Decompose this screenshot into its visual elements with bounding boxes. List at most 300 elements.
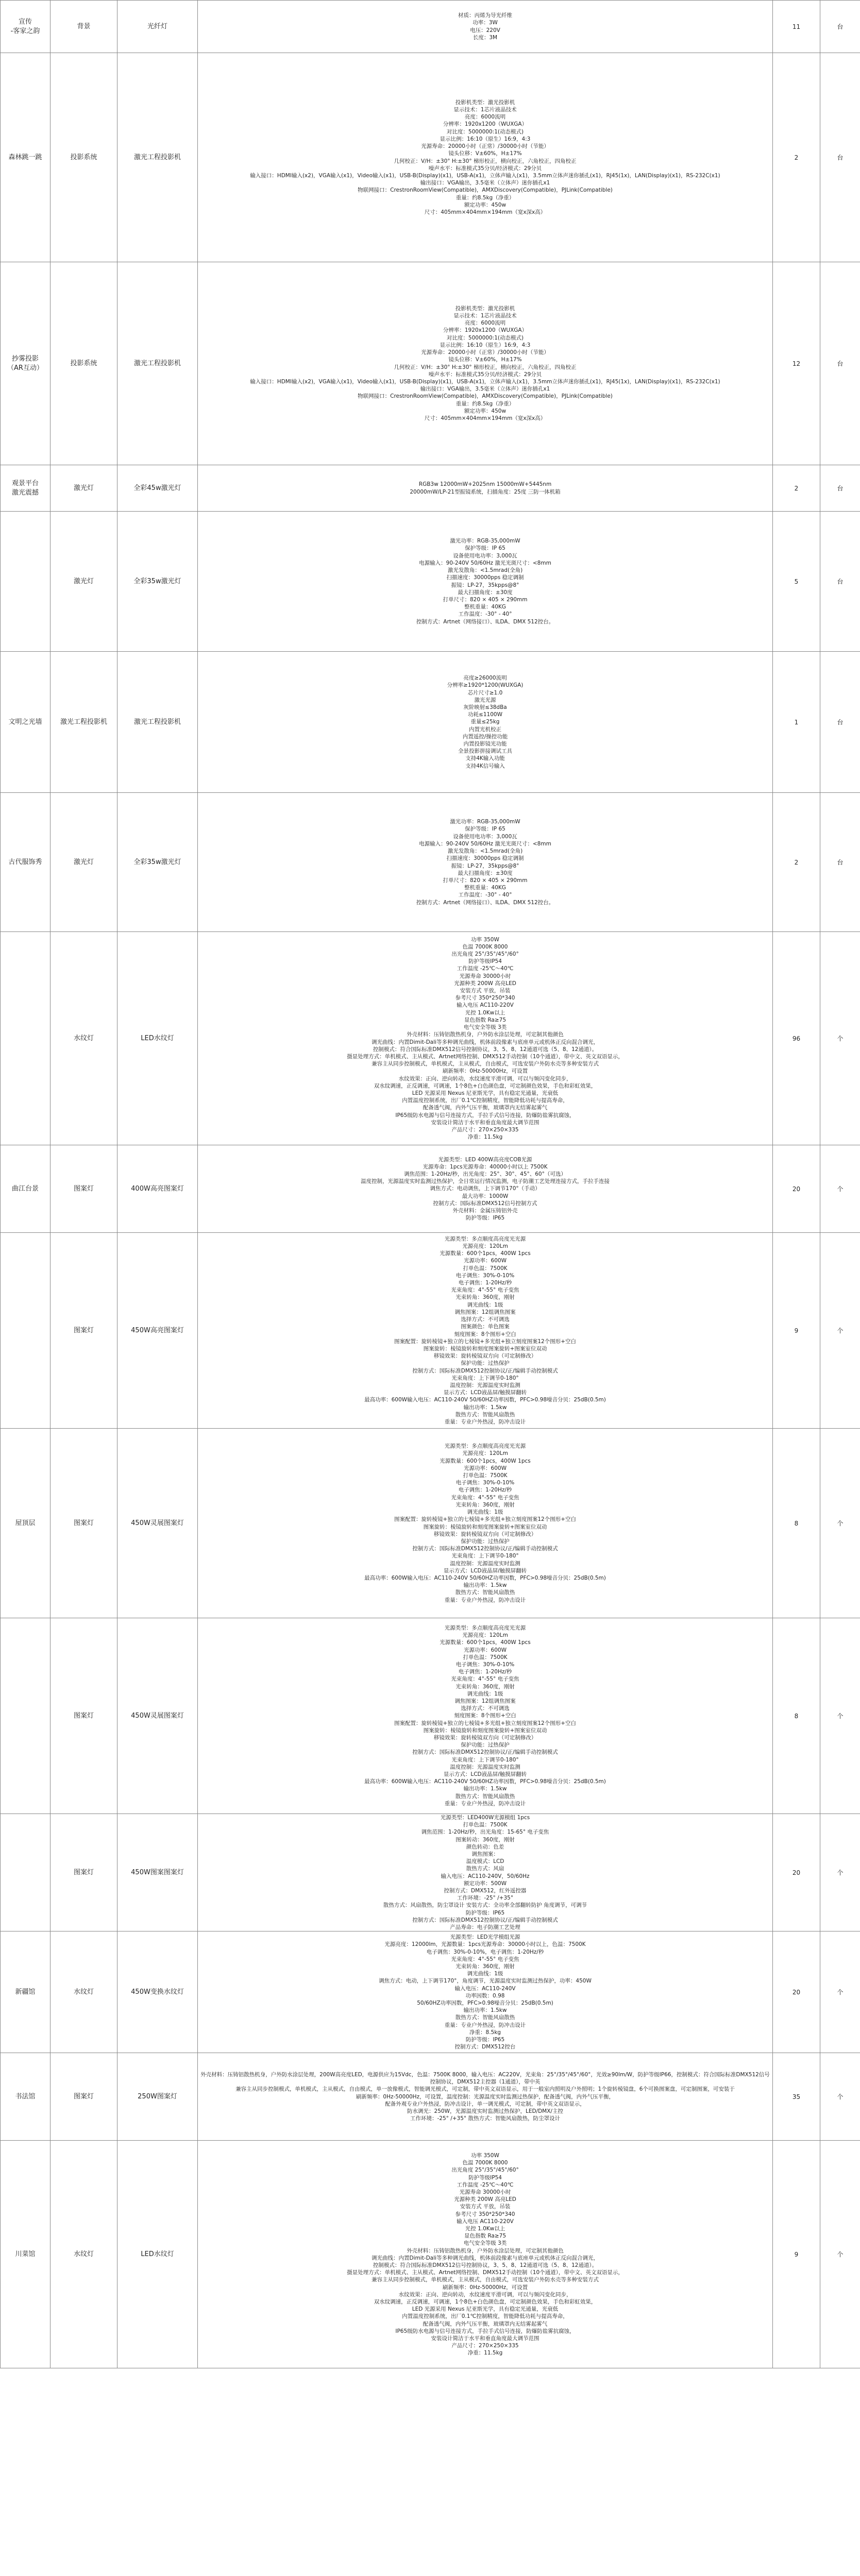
- name-cell: 投影系统: [50, 262, 117, 465]
- spec-line: 电子调焦：30%-0-10%，电子调焦：1-20Hz/秒: [426, 1948, 544, 1955]
- unit-cell: 台: [820, 1, 860, 53]
- spec-line: 全景投影拼接调试工具: [458, 748, 512, 755]
- spec-line: 刻度图案：8个图形+空白: [454, 1331, 516, 1337]
- spec-line: 外壳材料：压铸铝散热机身，户外防水涂层处理，可定制其他颜色: [407, 1031, 564, 1038]
- spec-line: 额定功率：500W: [464, 1880, 507, 1887]
- name-cell: 激光灯: [50, 465, 117, 512]
- spec-line: 分辨率：1920x1200（WUXGA）: [443, 121, 528, 128]
- table-row: [1, 1814, 860, 1931]
- name-cell: 图案灯: [50, 2053, 117, 2141]
- spec-line: 显示技术：1芯片液晶技术: [453, 107, 517, 113]
- spec-cell: [198, 932, 773, 1145]
- spec-line: 噪声水平：标准模式35分贝/经济模式：29分贝: [428, 371, 542, 378]
- spec-line: 输出功率：1.5kw: [463, 1786, 507, 1792]
- spec-line: 摄显处理方式：单机模式、主从模式、Artnet网络控制、DMX512手动控制（10个通道），带中文、英文双语显示，: [347, 2269, 623, 2276]
- name-cell: 投影系统: [50, 53, 117, 262]
- spec-line: 投影机类型：激光投影机: [455, 305, 515, 312]
- table-row: [1, 1233, 860, 1429]
- spec-line: 光控 1.0Kw以上: [465, 2225, 505, 2232]
- spec-line: 颜色转动：色差: [466, 1843, 504, 1850]
- spec-line: 输出接口：VGA输出，3.5毫米（立体声）迷你插孔x1: [420, 180, 550, 187]
- unit-cell: 个: [820, 2141, 860, 2368]
- spec-line: 调焦图案：: [471, 1851, 499, 1858]
- spec-line: 20000mW/LP-21型振镜系统，扫描角度：25度 三防一体机箱: [410, 488, 561, 495]
- spec-line: 最大扫描角度：±30度: [458, 870, 513, 876]
- spec-line: 光源类型：LED400W光源模组 1pcs: [440, 1815, 530, 1821]
- spec-line: 光源寿命：20000小时（正常）/30000小时（节能）: [421, 143, 549, 150]
- spec-line: 输入电压：AC110-240V: [454, 1985, 516, 1992]
- spec-line: 工作温度 -25℃～40℃: [457, 965, 514, 972]
- spec-line: 扫描速度：30000pps 稳定调制: [446, 574, 524, 581]
- spec-line: 图案转动：360度，刚射: [456, 1836, 515, 1843]
- name-cell: 背景: [50, 1, 117, 53]
- spec-line: 灰阶映射≤38dBa: [463, 704, 507, 710]
- table-row: [1, 932, 860, 1145]
- spec-cell: [198, 1145, 773, 1233]
- spec-line: 光源类型：LED光学模组光源: [450, 1934, 520, 1941]
- table-row: [1, 1145, 860, 1233]
- spec-cell: [198, 1931, 773, 2053]
- spec-line: 打单色温：7500K: [463, 1822, 508, 1828]
- spec-line: 刷新频率：0Hz-50000Hz，可设置: [442, 1068, 528, 1075]
- name-cell: 图案灯: [50, 1814, 117, 1931]
- spec-line: 功耗≤1100W: [468, 711, 502, 718]
- spec-line: 电压：220V: [470, 27, 500, 33]
- type-cell: 全彩35w激光灯: [117, 793, 198, 932]
- spec-line: 输入接口：HDMI输入(x2)，VGA输入(x1)，Video输入(x1)，USB-B(Display)(x1)，USB-A(x1)，立体声输入(x1)，3.5mm立体声迷你插孔(x1)，RJ45(1x)，LAN(Display)(x1)，RS-232C(x1): [250, 378, 720, 385]
- spec-line: 光束转角：360度，刚射: [456, 1501, 515, 1508]
- spec-line: 投影机类型：激光投影机: [455, 99, 515, 106]
- spec-line: 图案颜色：单色图案: [461, 1324, 510, 1330]
- area-cell: 屋顶层: [1, 1429, 50, 1618]
- spec-line: 几何校正：V/H：±30° H:±30° 梯形校正，横向校正，六角校正，四角校正: [394, 364, 577, 370]
- spec-line: 输出功率：1.5kw: [463, 1404, 507, 1411]
- spec-line: 净重：11.5kg: [467, 1134, 503, 1141]
- spec-line: 产品尺寸：270×250×335: [451, 2343, 519, 2349]
- spec-line: 刷新频率：0Hz-50000Hz，可设置，温度控制：光源温度实时监测过热保护，配备透气阀，内外气压平衡，: [356, 2093, 615, 2100]
- spec-line: 散热方式：风扇: [466, 1866, 504, 1872]
- name-cell: 水纹灯: [50, 2141, 117, 2368]
- spec-line: 功率：3W: [473, 20, 498, 26]
- spec-line: 激光发散角：<1.5mrad(全角): [447, 567, 523, 574]
- spec-line: 芯片尺寸≥1.0: [467, 689, 503, 696]
- unit-cell: 个: [820, 2053, 860, 2141]
- spec-line: 调光曲线：内置Dimit-Dali等多种调光曲线，机体前段像素与底座单元或机体正反向混合调光，: [372, 2255, 599, 2261]
- spec-line: 选择方式：不可调选: [461, 1705, 510, 1712]
- spec-line: 振镜：LP-27，35kpps@8°: [451, 862, 519, 869]
- spec-line: 对比度：5000000:1(动态模式): [446, 128, 524, 135]
- spec-line: 电子调焦：30%-0-10%: [456, 1272, 515, 1279]
- spec-line: 调焦范围：1-20Hz/秒，出光角度：15-65° 电子变焦: [421, 1829, 549, 1836]
- spec-line: 长度：3M: [473, 34, 498, 41]
- spec-line: 打单色温：7500K: [463, 1654, 508, 1660]
- quantity-cell: 2: [773, 53, 820, 262]
- area-cell: [1, 1233, 50, 1429]
- spec-line: 净重：11.5kg: [467, 2350, 503, 2357]
- name-cell: 激光工程投影机: [50, 652, 117, 793]
- spec-line: 输出功率：1.5kw: [463, 1582, 507, 1589]
- spec-cell: [198, 793, 773, 932]
- spec-line: 重量：专业户外热浸，防冲击设计: [444, 1418, 526, 1425]
- spec-line: 产品寿命：电子防潮工艺处理: [450, 1924, 520, 1931]
- spec-line: 电气安全等级 3类: [463, 2240, 507, 2247]
- spec-line: 保护等级：IP 65: [465, 826, 505, 833]
- name-cell: 水纹灯: [50, 1931, 117, 2053]
- quantity-cell: 2: [773, 793, 820, 932]
- type-cell: 全彩45w激光灯: [117, 465, 198, 512]
- name-cell: 图案灯: [50, 1145, 117, 1233]
- spec-line: 光源类型：多点顺度高亮度光光源: [444, 1443, 526, 1450]
- spec-line: 控制方式：DMX512，红外遥控器: [444, 1888, 527, 1894]
- area-cell: 新疆馆: [1, 1931, 50, 2053]
- spec-line: 光束转角：360度，刚射: [456, 1683, 515, 1690]
- area-cell: 森林跳一跳: [1, 53, 50, 262]
- table-row: [1, 2053, 860, 2141]
- area-cell: [1, 932, 50, 1145]
- spec-line: 光源亮度：12000lm，光源数量：1pcs光源寿命：30000小时以上，色温：7500K: [384, 1941, 586, 1948]
- spec-cell: [198, 1429, 773, 1618]
- spec-line: 重量：专业户外热浸，防冲击设计: [444, 2022, 526, 2028]
- spec-line: 安装设计简洁于水平和垂直角度最大调节范围: [431, 1119, 539, 1126]
- spec-line: 控制方式：国际标准DMX512控制协议/正/编辑手动控制模式: [412, 1367, 558, 1374]
- table-row: [1, 465, 860, 512]
- spec-line: 温度控制：光源温度实时监测: [450, 1382, 520, 1388]
- spec-line: 额定功率：450w: [464, 408, 507, 414]
- spec-line: 功率因数：0.98: [465, 1992, 505, 1999]
- unit-cell: 台: [820, 262, 860, 465]
- spec-line: 水纹效果：正向、逆向转动，水纹速度平滑可调，可以与频闪变化同步，: [398, 1075, 572, 1082]
- spec-line: 显色指数 Ra≥75: [464, 2233, 506, 2240]
- spec-line: 电气安全等级 3类: [463, 1024, 507, 1031]
- spec-line: 最高功率：600W输入电压：AC110-240V 50/60HZ功率因数，PFC>0.98噪音分贝：25dB(0.5m): [364, 1574, 606, 1581]
- spec-cell: [198, 262, 773, 465]
- spec-line: 打单尺寸：820 × 405 × 290mm: [443, 877, 528, 884]
- table-row: [1, 1618, 860, 1814]
- spec-line: 最高功率：600W输入电压：AC110-240V 50/60HZ功率因数，PFC>0.98噪音分贝：25dB(0.5m): [364, 1778, 606, 1785]
- table-row: [1, 1, 860, 53]
- spec-cell: [198, 53, 773, 262]
- spec-line: 光束转角：360度，刚射: [456, 1963, 515, 1970]
- table-row: [1, 1931, 860, 2053]
- spec-line: 内置遥控/操控功能: [462, 733, 508, 740]
- area-cell: 川菜馆: [1, 2141, 50, 2368]
- spec-line: 光束角度：上下调节0-180°: [451, 1553, 519, 1560]
- name-cell: 图案灯: [50, 1618, 117, 1814]
- unit-cell: 个: [820, 932, 860, 1145]
- spec-line: 保护等级：IP 65: [465, 545, 505, 552]
- spec-line: 打单色温：7500K: [463, 1265, 508, 1272]
- unit-cell: 台: [820, 512, 860, 652]
- spec-line: 兼容主从同步控制模式，单机模式，主从模式，自由模式，单一放像模式，智能调光模式，可定制，带中英文双语显示，用于一般室内照明及户外照明；1个旋转棱镜盘，6个可换图案盘，可定制图案，可安装于: [235, 2086, 735, 2093]
- type-cell: 激光工程投影机: [117, 53, 198, 262]
- quantity-cell: 12: [773, 262, 820, 465]
- type-cell: 激光工程投影机: [117, 652, 198, 793]
- quantity-cell: 1: [773, 652, 820, 793]
- spec-line: 工作温度：-30° - 40°: [458, 611, 512, 618]
- spec-line: 亮度：6000流明: [464, 320, 506, 327]
- quantity-cell: 9: [773, 1233, 820, 1429]
- spec-line: 光源寿命 30000小时: [459, 973, 511, 979]
- spec-line: 出光角度 25°/35°/45°/60°: [451, 951, 519, 958]
- spec-line: LED 光源采用 Nexus 尼亚斯光学，具有稳定光通量，光衰低: [412, 2306, 559, 2313]
- quantity-cell: 20: [773, 1814, 820, 1931]
- spec-line: 调光曲线：1级: [467, 1971, 503, 1977]
- spec-line: 水纹效果：正向、逆向转动，水纹速度平滑可调，可以与频闪变化同步，: [398, 2291, 572, 2298]
- spec-line: 图案旋转：棱镜旋转和刻度图案旋转+图案室位双动: [423, 1727, 547, 1734]
- table-row: [1, 262, 860, 465]
- spec-line: 振镜：LP-27，35kpps@8°: [451, 582, 519, 588]
- table-row: [1, 1429, 860, 1618]
- spec-line: 显示比例：16:10（原生）16:9，4:3: [440, 135, 531, 142]
- spec-line: 散热方式：风扇散热，防尘罩设计 安装方式：全功率全部翻转防护 角度调节，可调节: [383, 1902, 587, 1909]
- spec-line: 镜头位移：V±60%，H±17%: [448, 150, 522, 157]
- spec-line: 电源输入：90-240V 50/60Hz 激光光斑尺寸：<8mm: [419, 840, 551, 847]
- spec-line: 设备使用电功率：3,000瓦: [453, 833, 517, 840]
- area-cell: 宣传 -客家之韵: [1, 1, 50, 53]
- spec-line: 配备外观专业户外热浸，防冲击设计，单一调光模式，可定制，带中英文双语显示，: [385, 2100, 585, 2107]
- name-cell: 图案灯: [50, 1233, 117, 1429]
- spec-line: 显示比例：16:10（原生）16:9，4:3: [440, 342, 531, 348]
- spec-line: 输入电压：AC110-240V，50/60Hz: [441, 1873, 530, 1879]
- name-cell: 水纹灯: [50, 932, 117, 1145]
- spec-line: 色温 7000K 8000: [462, 2160, 508, 2166]
- spec-line: 调焦方式：电动，上下调节170°，角度调节，光源温度实时监测过热保护，功率：450W: [379, 1978, 592, 1985]
- spec-line: 兼容主从同步控制模式，单机模式，主从模式，自由模式，可选安装户外防水壳等多种安装方式: [372, 2277, 599, 2283]
- spec-line: 外壳材料：压铸铝散热机身，户外防水涂层处理，200W高亮度LED，电源供应为15Vdc，色温：7500K 8000，输入电压：AC220V，光束角：25°/35°/45°/60°，光效≥90lm/W，防护等级IP66，控制模式：符合国际标准DMX512信号控制协议，DMX512主控器（1通道），带中英: [200, 2072, 770, 2086]
- unit-cell: 台: [820, 465, 860, 512]
- type-cell: 450W高亮图案灯: [117, 1233, 198, 1429]
- spec-line: 出光角度 25°/35°/45°/60°: [451, 2167, 519, 2174]
- spec-line: 光源数量：600个1pcs，400W 1pcs: [440, 1458, 531, 1464]
- spec-line: 分辨率≥1920*1200(WUXGA): [447, 682, 524, 689]
- spec-line: 色温 7000K 8000: [462, 943, 508, 950]
- unit-cell: 台: [820, 652, 860, 793]
- spec-line: 刻度图案：8个图形+空白: [454, 1713, 516, 1719]
- spec-line: 控制方式：DMX512控台: [454, 2044, 516, 2050]
- type-cell: 450W图案图案灯: [117, 1814, 198, 1931]
- spec-line: 内置光机校正: [469, 726, 501, 733]
- spec-line: 显示技术：1芯片液晶技术: [453, 313, 517, 319]
- quantity-cell: 20: [773, 1145, 820, 1233]
- table-row: [1, 2141, 860, 2368]
- spec-line: 图案配置：旋转棱镜+独立的七棱镜+多光组+独立刻度图案12个图形+空白: [394, 1338, 577, 1345]
- quantity-cell: 5: [773, 512, 820, 652]
- spec-line: 噪声水平：标准模式35分贝/经济模式：29分贝: [428, 165, 542, 172]
- spec-cell: [198, 2053, 773, 2141]
- spec-line: 电源输入：90-240V 50/60Hz 激光光斑尺寸：<8mm: [419, 560, 551, 566]
- spec-line: 内置投影镜光功能: [463, 741, 507, 747]
- spec-line: 安装设计简洁于水平和垂直角度最大调节范围: [431, 2335, 539, 2342]
- spec-line: 激光功率：RGB-35,000mW: [450, 538, 520, 545]
- spec-line: 光源功率：600W: [464, 1647, 507, 1653]
- spec-line: 控制方式：国际标准DMX512控制协议/正/编辑手动控制模式: [412, 1917, 558, 1923]
- spec-cell: [198, 652, 773, 793]
- spec-line: 防护等级：IP65: [465, 1909, 505, 1916]
- spec-line: 光源亮度：120Lm: [462, 1632, 508, 1639]
- spec-line: 重量≤25kg: [470, 719, 500, 725]
- spec-line: 光束转角：360度，刚射: [456, 1294, 515, 1301]
- spec-line: 50/60HZ功率因数，PFC>0.98噪音分贝：25dB(0.5m): [417, 1999, 553, 2006]
- quantity-cell: 9: [773, 2141, 820, 2368]
- spec-line: 兼容主从同步控制模式，单机模式，主从模式，自由模式，可选安装户外防水壳等多种安装方式: [372, 1061, 599, 1067]
- spec-line: 净重：8.5kg: [469, 2029, 501, 2036]
- table-row: [1, 53, 860, 262]
- table-row: [1, 793, 860, 932]
- type-cell: LED水纹灯: [117, 932, 198, 1145]
- spec-line: 光束角度：上下调节0-180°: [451, 1375, 519, 1381]
- spec-line: 光源种类 200W 高亮LED: [454, 980, 516, 987]
- spec-line: 打单尺寸：820 × 405 × 290mm: [443, 596, 528, 603]
- area-cell: 文明之光墙: [1, 652, 50, 793]
- spec-cell: [198, 2141, 773, 2368]
- spec-line: 电子调焦：1-20Hz/秒: [458, 1487, 512, 1494]
- spec-line: 输出接口：VGA输出，3.5毫米（立体声）迷你插孔x1: [420, 386, 550, 393]
- spec-line: 安装方式 平放，吊装: [460, 2204, 511, 2210]
- spec-line: 激光功率：RGB-35,000mW: [450, 819, 520, 825]
- unit-cell: 台: [820, 793, 860, 932]
- spec-line: 移镜效果：旋转棱镜双方向（可定制修改）: [433, 1531, 537, 1537]
- spec-line: 配备透气阀，内外气压平衡，玻璃罩内无结雾起雾气: [423, 2320, 548, 2327]
- spec-cell: [198, 1618, 773, 1814]
- type-cell: 激光工程投影机: [117, 262, 198, 465]
- spec-line: 光源功率：600W: [464, 1258, 507, 1264]
- spec-line: 显示方式：LCD液晶屏/触摸屏翻转: [443, 1389, 527, 1396]
- quantity-cell: 8: [773, 1618, 820, 1814]
- spec-line: 光源类型：多点顺度高亮度光光源: [444, 1624, 526, 1631]
- spec-line: 温度控制，光源温度实时监测过热保护，全日常运行情况监测，电子防潮工艺处理连接方式，手拉手连接: [361, 1178, 610, 1185]
- spec-line: 配备透气阀，内外气压平衡，玻璃罩内无结雾起雾气: [423, 1105, 548, 1111]
- spec-line: 外壳材料：压铸铝散热机身，户外防水涂层处理，可定制其他颜色: [407, 2247, 564, 2254]
- area-cell: 古代服饰秀: [1, 793, 50, 932]
- spec-line: 电子调焦：30%-0-10%: [456, 1661, 515, 1668]
- spec-line: 工作环境：-25° /+35° 散热方式：智能风扇散热，防尘罩设计: [410, 2115, 561, 2122]
- spec-line: 支持4K输入功能: [465, 755, 505, 762]
- unit-cell: 个: [820, 1233, 860, 1429]
- spec-line: 光源数量：600个1pcs，400W 1pcs: [440, 1639, 531, 1646]
- spec-line: 工作温度：-30° - 40°: [458, 892, 512, 899]
- spec-line: 显示方式：LCD液晶屏/触摸屏翻转: [443, 1771, 527, 1778]
- spec-line: 控制方式：Artnet（网络接口）、ILDA、DMX 512控台。: [416, 618, 554, 625]
- spec-line: 安装方式 平放，吊装: [460, 988, 511, 994]
- spec-cell: [198, 1233, 773, 1429]
- spec-line: 控制模式：符合国际标准DMX512信号控制协议，3、5、8、12通道可选（5、8、12通道）。: [373, 2262, 598, 2268]
- spec-line: 最高功率：600W输入电压：AC110-240V 50/60HZ功率因数，PFC>0.98噪音分贝：25dB(0.5m): [364, 1397, 606, 1403]
- spec-line: 参考尺寸 350*250*340: [455, 995, 515, 1002]
- type-cell: 450W灵展图案灯: [117, 1429, 198, 1618]
- spec-line: 输入电压 AC110-220V: [457, 2218, 514, 2225]
- name-cell: 图案灯: [50, 1429, 117, 1618]
- spec-line: 重量：专业户外热浸，防冲击设计: [444, 1800, 526, 1807]
- spec-line: 光束角度：上下调节0-180°: [451, 1756, 519, 1763]
- spec-line: 显色指数 Ra≥75: [464, 1016, 506, 1023]
- spec-line: 对比度：5000000:1(动态模式): [446, 334, 524, 341]
- area-cell: 观景平台 激光震撼: [1, 465, 50, 512]
- spec-line: 防护等级IP54: [468, 2174, 502, 2181]
- spec-line: 温度控制：光源温度实时监测: [450, 1764, 520, 1770]
- quantity-cell: 8: [773, 1429, 820, 1618]
- type-cell: 光纤灯: [117, 1, 198, 53]
- spec-line: 光源数量：600个1pcs，400W 1pcs: [440, 1250, 531, 1257]
- type-cell: 250W图案灯: [117, 2053, 198, 2141]
- spec-line: 调焦范围：1-20Hz/秒，出光角度：25°、30°、45°、60°（可选）: [404, 1171, 566, 1177]
- type-cell: 400W高亮图案灯: [117, 1145, 198, 1233]
- spec-line: 电子调焦：1-20Hz/秒: [458, 1669, 512, 1675]
- spec-line: 光束角度：4°-55° 电子变焦: [451, 1956, 519, 1962]
- spec-line: RGB3w 12000mW+2025nm 15000mW+5445nm: [418, 481, 552, 488]
- equipment-table-body: [1, 1, 860, 2368]
- area-cell: [1, 512, 50, 652]
- spec-line: 内置温度控制系统，出厂0.1℃控制精度，智能降低功耗与提高寿命，: [402, 2313, 568, 2320]
- spec-line: 内置温度控制系统，出厂0.1℃控制精度，智能降低功耗与提高寿命，: [402, 1097, 568, 1104]
- spec-line: 光源种类 200W 高亮LED: [454, 2196, 516, 2203]
- spec-line: 功率 350W: [471, 2152, 499, 2159]
- spec-line: 几何校正：V/H：±30° H:±30° 梯形校正，横向校正，六角校正，四角校正: [394, 158, 577, 164]
- spec-line: 保护功能：过热保护: [461, 1742, 510, 1749]
- spec-line: 散热方式：智能风扇散热: [455, 1411, 515, 1418]
- spec-line: 额定功率：450w: [464, 201, 507, 208]
- spec-line: 光源亮度：120Lm: [462, 1243, 508, 1250]
- spec-line: 尺寸：405mm×404mm×194mm（宽x深x高）: [424, 415, 546, 421]
- spec-line: 重量：约8.5kg（净重）: [456, 194, 515, 201]
- spec-line: IP65级防水电源与信号连接方式，手拉手式信号连接，防爆防盐雾抗腐蚀，: [395, 2328, 575, 2334]
- spec-line: 整机重量：40KG: [464, 604, 506, 611]
- name-cell: 激光灯: [50, 512, 117, 652]
- spec-line: 调焦方式：电动调焦，上下调节170°（手动）: [430, 1185, 541, 1192]
- spec-line: 材质：丙烯为导光纤维: [458, 12, 512, 19]
- spec-line: 参考尺寸 350*250*340: [455, 2211, 515, 2217]
- spec-line: 亮度：6000流明: [464, 114, 506, 121]
- spec-line: 输入电压 AC110-220V: [457, 1002, 514, 1009]
- spec-line: 工作环境：-25° /+35°: [457, 1895, 514, 1902]
- spec-line: 散热方式：智能风扇散热: [455, 2014, 515, 2021]
- spec-line: 图案旋转：棱镜旋转和刻度图案旋转+图案室位双动: [423, 1523, 547, 1530]
- spec-line: 图案配置：旋转棱镜+独立的七棱镜+多光组+独立刻度图案12个图形+空白: [394, 1720, 577, 1726]
- spec-line: 防护等级IP54: [468, 958, 502, 965]
- spec-line: 光源亮度：120Lm: [462, 1450, 508, 1457]
- quantity-cell: 2: [773, 465, 820, 512]
- spec-line: 调光曲线：1级: [467, 1301, 503, 1308]
- spec-line: 图案配置：旋转棱镜+独立的七棱镜+多光组+独立刻度图案12个图形+空白: [394, 1516, 577, 1523]
- area-cell: [1, 1618, 50, 1814]
- spec-cell: [198, 465, 773, 512]
- spec-cell: [198, 1, 773, 53]
- name-cell: 激光灯: [50, 793, 117, 932]
- spec-line: 防水调光：250W，光源温度实时监测过热保护，LED/DMX/主控: [407, 2108, 563, 2115]
- type-cell: LED水纹灯: [117, 2141, 198, 2368]
- spec-line: 亮度≥26000流明: [463, 675, 507, 682]
- spec-line: 控制方式：Artnet（网络接口）、ILDA、DMX 512控台。: [416, 899, 554, 906]
- quantity-cell: 96: [773, 932, 820, 1145]
- spec-line: 激光光源: [474, 697, 496, 703]
- area-cell: 抄雾投影 （AR互动）: [1, 262, 50, 465]
- spec-line: 重量：约8.5kg（净重）: [456, 400, 515, 407]
- spec-line: 支持4K信号输入: [465, 762, 505, 769]
- spec-line: 散热方式：智能风扇散热: [455, 1793, 515, 1800]
- spec-line: 功率 350W: [471, 936, 499, 943]
- spec-line: 控制方式：国际标准DMX512信号控制方式: [433, 1200, 537, 1207]
- spec-line: 物联网接口：CrestronRoomView(Compatible)，AMXDiscovery(Compatible)，PJLink(Compatible): [358, 187, 613, 194]
- spec-line: 图案旋转：棱镜旋转和刻度图案旋转+图案室位双动: [423, 1345, 547, 1352]
- spec-line: 控制模式：符合国际标准DMX512信号控制协议，3、5、8、12通道可选（5、8、12通道）。: [373, 1046, 598, 1053]
- spec-line: 设备使用电功率：3,000瓦: [453, 552, 517, 559]
- spec-line: 控制方式：国际标准DMX512控制协议/正/编辑手动控制模式: [412, 1749, 558, 1756]
- table-row: [1, 512, 860, 652]
- spec-line: 电子调焦：1-20Hz/秒: [458, 1280, 512, 1286]
- spec-line: 移镜效果：旋转棱镜双方向（可定制修改）: [433, 1735, 537, 1741]
- quantity-cell: 35: [773, 2053, 820, 2141]
- spec-line: 调光曲线：1级: [467, 1690, 503, 1697]
- spec-line: 防护等级：IP65: [465, 2036, 505, 2043]
